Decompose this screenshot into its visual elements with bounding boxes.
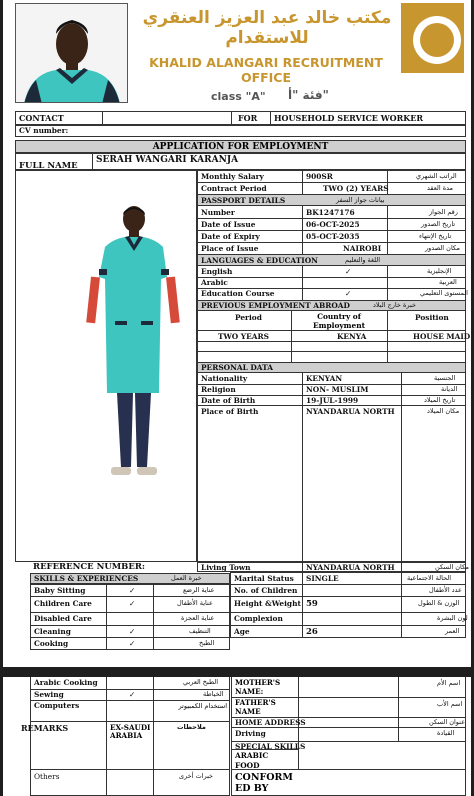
full-body-photo xyxy=(83,205,183,490)
english-check: ✓ xyxy=(345,267,352,276)
height-ar: الوزن & الطول xyxy=(418,599,460,607)
conformed-by-label: CONFORM ED BY xyxy=(235,772,293,795)
remarks-label: REMARKS xyxy=(21,723,69,733)
english-label: English xyxy=(201,267,233,276)
full-name-row xyxy=(15,153,466,170)
living-town-value: NYANDARUA NORTH xyxy=(306,563,395,572)
skill-label-3: Cleaning xyxy=(34,627,71,636)
passport-header-ar: بيانات جواز السفر xyxy=(336,196,385,204)
home-address-label: HOME ADDRESS xyxy=(235,718,306,727)
nationality-label: Nationality xyxy=(201,374,248,383)
header-photo xyxy=(15,3,128,103)
passport-expiry-value: 05-OCT-2035 xyxy=(306,232,360,241)
education-label: Education Course xyxy=(201,289,275,298)
contract-ar: مدة العقد xyxy=(427,184,453,192)
religion-ar: الديانة xyxy=(441,385,458,393)
salary-label: Monthly Salary xyxy=(201,172,264,181)
cv-row xyxy=(15,125,466,137)
dob-value: 19-JUL-1999 xyxy=(306,396,359,405)
cv-label: CV number: xyxy=(19,126,69,135)
prev-employment-header-ar: خبرة خارج البلاد xyxy=(373,301,416,309)
remarks-ar: ملاحظات xyxy=(177,723,206,731)
passport-expiry-ar: تاريخ الإنتهاء xyxy=(419,232,452,240)
passport-expiry-label: Date of Expiry xyxy=(201,232,260,241)
passport-number-value: BK1247176 xyxy=(306,208,355,217)
passport-issue-label: Date of Issue xyxy=(201,220,256,229)
skill-check-1: ✓ xyxy=(129,599,136,608)
skill2-ar-2: استخدام الكمبيوتر xyxy=(178,702,227,710)
skill-label-2: Disabled Care xyxy=(34,614,92,623)
skill2-check-1: ✓ xyxy=(129,690,136,699)
pob-ar: مكان الميلاد xyxy=(427,407,460,415)
skills-header-ar: خبرة العمل xyxy=(171,574,202,582)
father-ar: اسم الأب xyxy=(437,700,463,708)
skill-check-0: ✓ xyxy=(129,586,136,595)
driving-ar: القيادة xyxy=(437,729,455,737)
nationality-value: KENYAN xyxy=(306,374,343,383)
height-value: 59 xyxy=(306,599,318,609)
full-name-label: FULL NAME xyxy=(19,161,78,171)
prev-row-country: KENYA xyxy=(337,332,367,341)
skill-label-0: Baby Sitting xyxy=(34,586,86,595)
age-ar: العمر xyxy=(445,627,460,635)
skill2-ar-0: الطبخ العربي xyxy=(183,678,219,686)
mother-ar: اسم الأم xyxy=(437,679,461,687)
religion-value: NON- MUSLIM xyxy=(306,385,369,394)
children-ar: عدد الأطفال xyxy=(429,586,462,594)
skill-ar-3: التنظيف xyxy=(189,627,211,635)
age-value: 26 xyxy=(306,627,318,637)
skill-check-3: ✓ xyxy=(129,627,136,636)
languages-header-ar: اللغة والتعليم xyxy=(345,256,381,264)
office-class-en: class "A" xyxy=(211,90,266,103)
prev-col-country: Country of Employment xyxy=(313,312,365,330)
for-label: FOR xyxy=(238,113,258,123)
arabic-food-label: ARABIC FOOD xyxy=(235,751,269,770)
form-page-2 xyxy=(3,677,471,796)
pob-label: Place of Birth xyxy=(201,407,259,416)
skill-label-1: Children Care xyxy=(34,599,92,608)
age-label: Age xyxy=(234,627,250,636)
english-ar: الإنجليزية xyxy=(427,267,452,275)
skill-check-4: ✓ xyxy=(129,639,136,648)
remarks-value: EX-SAUDI ARABIA xyxy=(110,723,151,740)
special-skills-label: SPECIAL SKILLS xyxy=(235,742,306,751)
personal-header: PERSONAL DATA xyxy=(201,363,273,372)
skill2-label-1: Sewing xyxy=(34,690,64,699)
prev-row-position: HOUSE MAID xyxy=(413,332,471,341)
arabic-ar: العربية xyxy=(439,278,457,286)
office-logo xyxy=(401,3,464,73)
height-label: Height &Weight xyxy=(234,599,301,608)
passport-header: PASSPORT DETAILS xyxy=(201,196,286,205)
driving-label: Driving xyxy=(235,729,266,738)
skill-label-4: Cooking xyxy=(34,639,69,648)
passport-place-value: NAIROBI xyxy=(343,244,382,253)
prev-col-period: Period xyxy=(235,313,262,322)
pob-value: NYANDARUA NORTH xyxy=(306,407,395,416)
nationality-ar: الجنسية xyxy=(434,374,456,382)
passport-issue-ar: تاريخ الصدور xyxy=(421,220,456,228)
dob-label: Date of Birth xyxy=(201,396,256,405)
reference-number-label: REFERENCE NUMBER: xyxy=(33,562,146,572)
office-title-arabic: مكتب خالد عبد العزيز العنقري للاستقدام xyxy=(142,8,392,48)
dob-ar: تاريخ الميلاد xyxy=(424,396,456,404)
office-title-english: KHALID ALANGARI RECRUITMENT OFFICE xyxy=(149,55,383,85)
passport-number-ar: رقم الجواز xyxy=(429,208,458,216)
prev-col-position: Position xyxy=(415,313,449,322)
salary-value: 900SR xyxy=(306,172,333,181)
children-label: No. of Children xyxy=(234,586,298,595)
contract-value: TWO (2) YEARS xyxy=(323,184,389,193)
languages-header: LANGUAGES & EDUCATION xyxy=(201,256,318,265)
father-label: FATHER'S NAME xyxy=(235,698,276,716)
living-town-label: Living Town xyxy=(201,563,251,572)
home-address-ar: عنوان السكن xyxy=(429,718,465,726)
passport-place-ar: مكان الصدور xyxy=(425,244,461,252)
skill-ar-1: عناية الأطفال xyxy=(177,599,213,607)
complexion-ar: لون البشرة xyxy=(437,614,468,622)
skill2-label-2: Computers xyxy=(34,701,80,710)
education-ar: المستوى التعليمي xyxy=(420,289,468,297)
marital-value: SINGLE xyxy=(306,574,339,583)
full-name-value: SERAH WANGARI KARANJA xyxy=(96,155,239,165)
skill-ar-0: عناية الرضع xyxy=(183,586,215,594)
office-class-ar: فئة "أ" xyxy=(288,88,329,102)
passport-number-label: Number xyxy=(201,208,235,217)
prev-employment-header: PREVIOUS EMPLOYMENT ABROAD xyxy=(201,301,350,310)
mother-label: MOTHER'S NAME: xyxy=(235,678,281,696)
others-ar: خبرات أخرى xyxy=(179,772,214,780)
skills-header: SKILLS & EXPERIENCES xyxy=(34,574,139,583)
skill-ar-2: عناية العجزة xyxy=(181,614,215,622)
passport-issue-value: 06-OCT-2025 xyxy=(306,220,360,229)
complexion-label: Complexion xyxy=(234,614,283,623)
marital-ar: الحالة الاجتماعية xyxy=(407,574,452,582)
marital-label: Marital Status xyxy=(234,574,294,583)
skill2-ar-1: الخياطة xyxy=(203,690,224,698)
arabic-label: Arabic xyxy=(201,278,228,287)
application-title: APPLICATION FOR EMPLOYMENT xyxy=(152,142,329,152)
for-value: HOUSEHOLD SERVICE WORKER xyxy=(274,113,423,123)
living-town-ar: مكان السكن xyxy=(435,563,470,571)
contact-label: CONTACT xyxy=(19,113,64,123)
skill2-label-0: Arabic Cooking xyxy=(34,678,98,687)
religion-label: Religion xyxy=(201,385,236,394)
education-check: ✓ xyxy=(345,289,352,298)
prev-row-period: TWO YEARS xyxy=(218,332,269,341)
form-page-1 xyxy=(3,0,471,667)
others-label: Others xyxy=(34,772,60,781)
skill-ar-4: الطبخ xyxy=(199,639,215,647)
passport-place-label: Place of Issue xyxy=(201,244,259,253)
salary-ar: الراتب الشهري xyxy=(416,172,457,180)
contract-label: Contract Period xyxy=(201,184,267,193)
